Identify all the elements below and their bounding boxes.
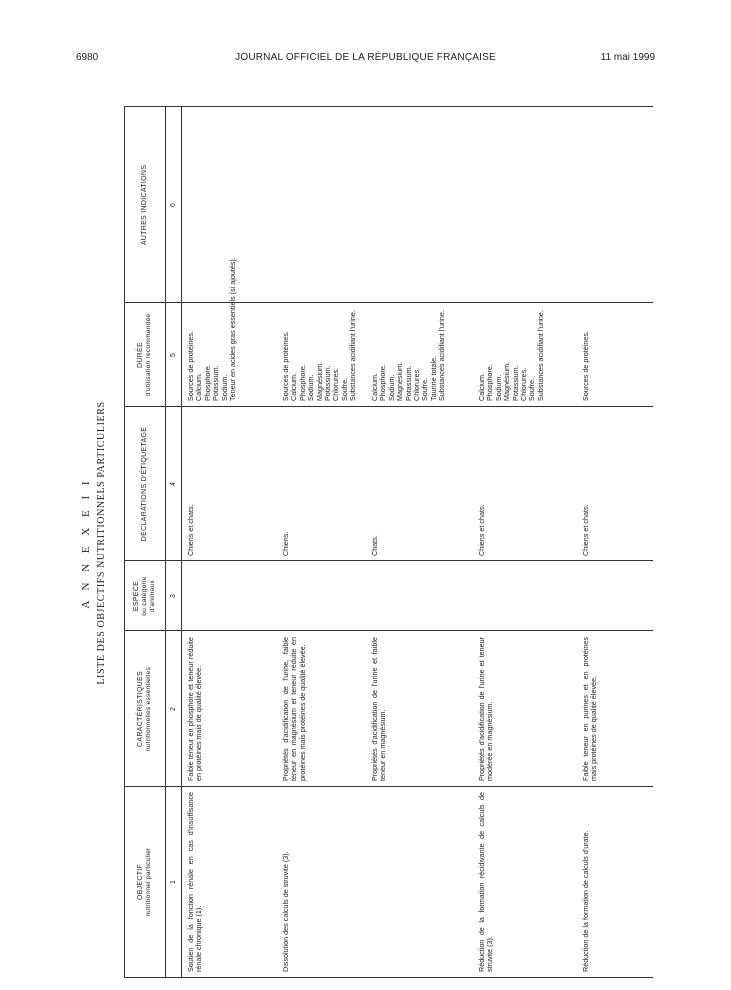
row-2-declarations-chiens: [282, 256, 358, 401]
row-4-objectif: Réduction de la formation de calculs d'urate.: [581, 830, 590, 972]
row-1-caracteristiques: [187, 637, 204, 781]
declaration-item: Substances acidifiant l'urine.: [348, 310, 358, 401]
declaration-item: Soufre.: [339, 377, 349, 401]
declaration-item: Sodium.: [386, 374, 396, 401]
declaration-item: Soufre.: [527, 377, 537, 401]
row-1-declarations: [187, 256, 237, 401]
rotated-annex-page: [80, 108, 670, 978]
declaration-item: Sources de protéines.: [281, 331, 290, 401]
declaration-item: Potassium.: [211, 365, 221, 401]
espece-text: Chiens et chats.: [477, 504, 486, 556]
row-1-espece: [187, 494, 195, 556]
column-header-duree: [125, 303, 165, 407]
declaration-item: Calcium.: [289, 373, 299, 401]
declaration-item: Chlorures.: [331, 367, 341, 401]
column-subtitle: ou catégorie d'animaux: [141, 576, 156, 616]
declaration-item: Chlorures.: [412, 367, 422, 401]
column-header-objectif: [125, 787, 165, 977]
row-3-espece: [478, 494, 486, 556]
row-3-objectif: Réduction de la formation récidivante de calculs de struvite (3).: [477, 792, 495, 972]
caracteristiques-text: Propriétés d'acidification de l'urine et teneur modérée en magnésium.: [477, 637, 495, 781]
column-title: CARACTÉRISTIQUES: [137, 671, 144, 747]
declaration-item: Potassium.: [403, 365, 413, 401]
row-2-objectif: Dissolution des calculs de struvite (3).: [281, 851, 290, 972]
declaration-item: Phosphore.: [297, 364, 307, 401]
column-header-espece: [125, 561, 165, 631]
declaration-item: Magnésium.: [314, 361, 324, 401]
column-title: AUTRES INDICATIONS: [141, 164, 148, 246]
column-number: 5: [169, 353, 177, 357]
column-header-declarations: [125, 407, 165, 561]
issue-date: 11 mai 1999: [600, 52, 655, 63]
declaration-item: Potassium.: [323, 365, 333, 401]
column-title: ESPÈCE: [133, 580, 140, 612]
page-header: [0, 52, 731, 66]
column-number: 6: [169, 203, 177, 207]
list-title: LISTE DES OBJECTIFS NUTRITIONNELS PARTICULIERS: [96, 401, 107, 685]
annex-title: A N N E X E I I: [80, 477, 92, 609]
page-number: 6980: [76, 52, 99, 63]
column-number: 1: [169, 880, 177, 884]
header-divider: [165, 107, 166, 977]
column-title: OBJECTIF: [137, 863, 144, 901]
declaration-item: Magnésium.: [395, 361, 405, 401]
nutrition-objectives-table: [124, 106, 653, 978]
row-2-declarations-chats: [371, 256, 447, 401]
row-4-declarations: [582, 256, 590, 401]
declaration-item: Chlorures.: [519, 367, 529, 401]
column-header-caracteristiques: [125, 631, 165, 787]
espece-text: Chiens.: [281, 531, 290, 556]
column-rule: [125, 406, 653, 407]
column-subtitle: nutritionnelles essentielles: [145, 666, 152, 752]
row-3-caracteristiques: [478, 637, 495, 781]
declaration-item: Sources de protéines.: [186, 331, 195, 401]
caracteristiques-text: Propriétés d'acidification de l'urine, faible teneur en magnésium et teneur réduite en protéines mais protéines de qualité élevée.: [281, 637, 307, 781]
espece-text: Chiens et chats.: [186, 504, 195, 556]
column-rule: [125, 786, 653, 787]
declaration-item: Phosphore.: [378, 364, 388, 401]
journal-title: JOURNAL OFFICIEL DE LA RÉPUBLIQUE FRANÇAISE: [235, 52, 496, 63]
row-4-caracteristiques: [582, 637, 599, 781]
row-3-declarations: [478, 256, 545, 401]
declaration-item: Calcium.: [370, 373, 379, 401]
column-rule: [125, 560, 653, 561]
declaration-item: Sources de protéines.: [581, 331, 590, 401]
caracteristiques-text: Faible teneur en phosphore et teneur réduite en protéines mais de qualité élevée.: [186, 637, 204, 781]
declaration-item: Potassium.: [510, 365, 520, 401]
row-1-objectif: Soutien de la fonction rénale en cas d'insuffisance rénale chronique (1).: [186, 792, 204, 972]
row-2-espece-chats: [371, 494, 379, 556]
espece-text: Chiens et chats.: [581, 504, 590, 556]
column-subtitle: nutritionnel particulier: [145, 847, 152, 917]
caracteristiques-text: Faible teneur en purines et en protéines mais protéines de qualité élevée.: [581, 637, 599, 781]
column-title: DÉCLARATIONS D'ÉTIQUETAGE: [141, 426, 148, 542]
declaration-item: Soufre.: [420, 377, 430, 401]
declaration-item: Sodium.: [306, 374, 316, 401]
declaration-item: Calcium.: [477, 373, 486, 401]
column-number: 4: [169, 482, 177, 486]
declaration-item: Magnésium.: [502, 361, 512, 401]
caracteristiques-text: Propriétés d'acidification de l'urine et faible teneur en magnésium.: [370, 637, 388, 781]
espece-text: Chats.: [370, 535, 379, 556]
row-2-caracteristiques: [282, 637, 307, 781]
declaration-item: Taurine totale.: [428, 355, 438, 401]
declaration-item: Teneur en acides gras essentiels (si ajoutés).: [228, 257, 238, 401]
column-number: 3: [169, 594, 177, 598]
column-header-autres: [125, 107, 165, 303]
column-rule: [125, 630, 653, 631]
column-number: 2: [169, 707, 177, 711]
header-bottom-rule: [181, 107, 182, 977]
declaration-item: Phosphore.: [485, 364, 495, 401]
row-2-caracteristiques-chats: [371, 637, 388, 781]
declaration-item: Phosphore.: [202, 364, 212, 401]
column-subtitle: d'utilisation recommandée: [145, 313, 152, 397]
declaration-item: Calcium.: [194, 373, 204, 401]
declaration-item: Substances acidifiant l'urine.: [535, 310, 545, 401]
row-2-espece: [282, 494, 290, 556]
declaration-item: Substances acidifiant l'urine.: [437, 310, 447, 401]
declaration-item: Sodium.: [219, 374, 229, 401]
column-title: DURÉE: [137, 342, 144, 369]
row-4-espece: [582, 494, 590, 556]
declaration-item: Sodium.: [493, 374, 503, 401]
